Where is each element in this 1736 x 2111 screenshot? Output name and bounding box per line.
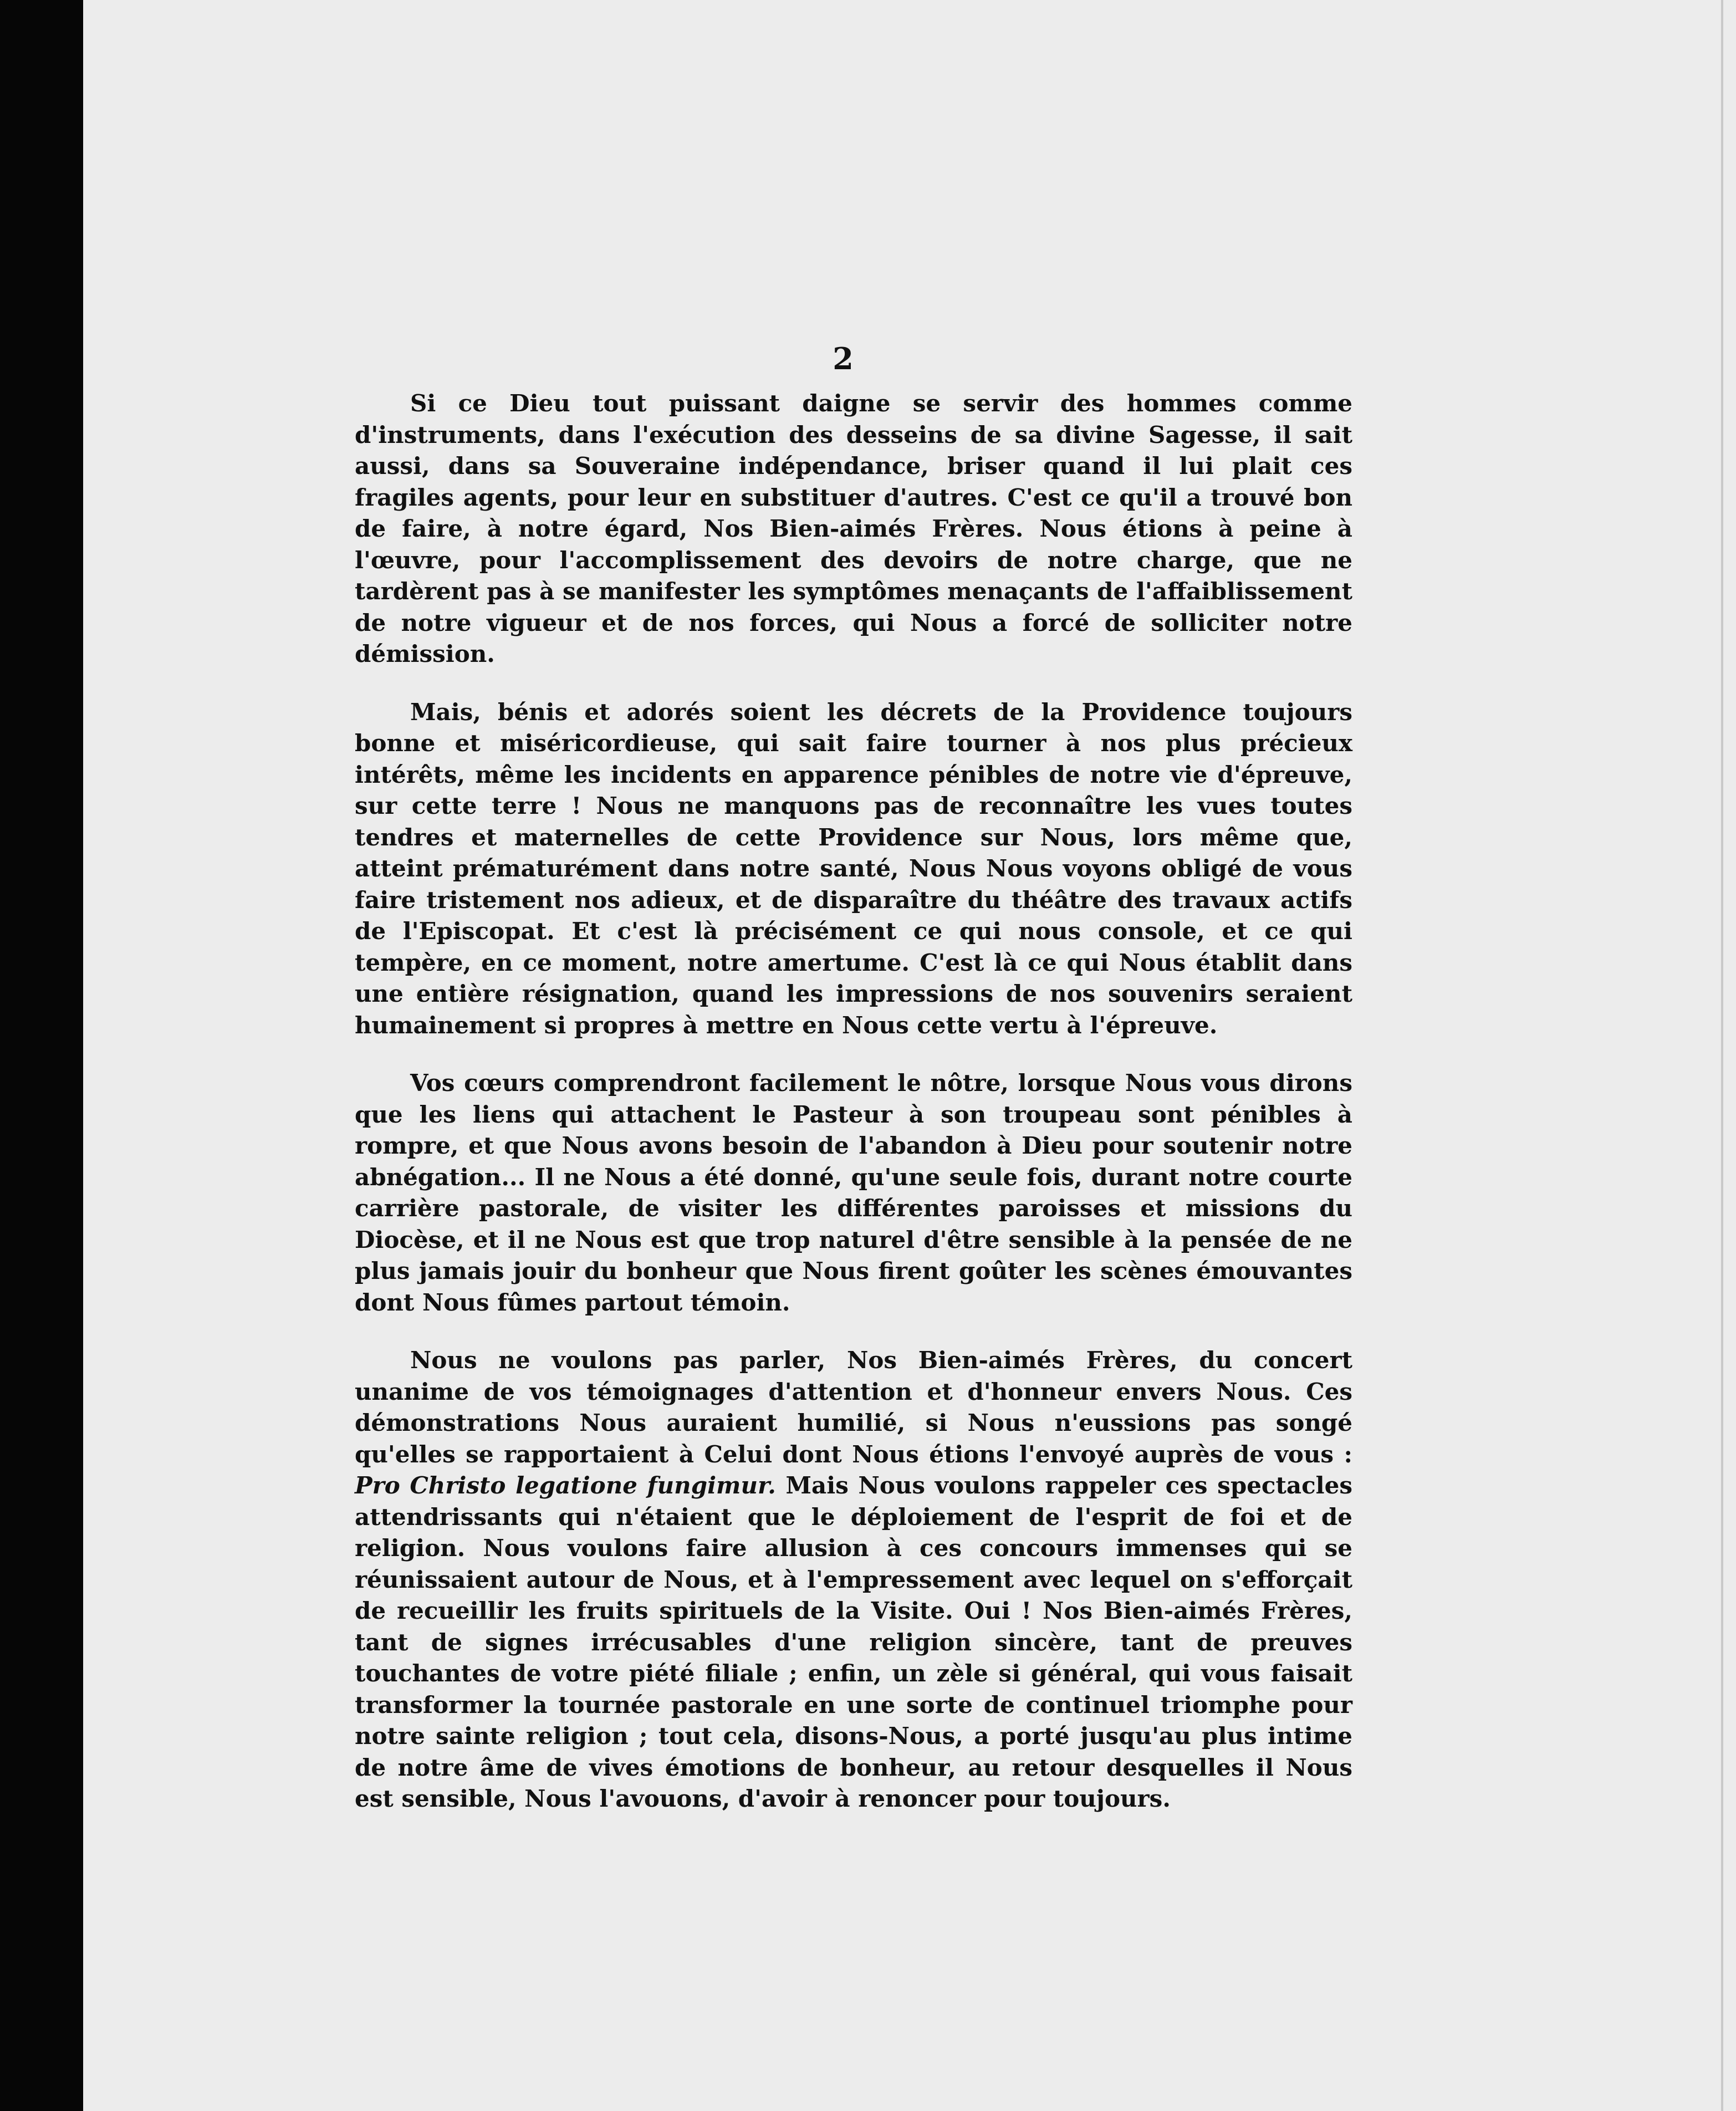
paragraph-4-text-start: Nous ne voulons pas parler, Nos Bien-aimés Frères, du concert unanime de vos témoignages d'attention et d'honneur envers Nous. Ces démonstrations Nous auraient humilié, si Nous n'eussions pas songé qu'elles se rapportaient à Celui dont Nous étions l'envoyé auprès de vous : [355, 1347, 1352, 1468]
paragraph-3: Vos cœurs comprendront facilement le nôtre, lorsque Nous vous dirons que les liens qui attachent le Pasteur à son troupeau sont pénibles à rompre, et que Nous avons besoin de l'abandon à Dieu pour soutenir notre abnégation... Il ne Nous a été donné, qu'une seule fois, durant notre courte carrière pastorale, de visiter les différentes paroisses et missions du Diocèse, et il ne Nous est que trop naturel d'être sensible à la pensée de ne plus jamais jouir du bonheur que Nous firent goûter les scènes émouvantes dont Nous fûmes partout témoin. [355, 1069, 1352, 1316]
paragraph-1: Si ce Dieu tout puissant daigne se servir des hommes comme d'instruments, dans l'exécution des desseins de sa divine Sagesse, il sait aussi, dans sa Souveraine indépendance, briser quand il lui plait ces fragiles agents, pour leur en substituer d'autres. C'est ce qu'il a trouvé bon de faire, à notre égard, Nos Bien-aimés Frères. Nous étions à peine à l'œuvre, pour l'accomplissement des devoirs de notre charge, que ne tardèrent pas à se manifester les symptômes menaçants de l'affaiblissement de notre vigueur et de nos forces, qui Nous a forcé de solliciter notre démission. [355, 390, 1352, 667]
paragraph-2: Mais, bénis et adorés soient les décrets de la Providence toujours bonne et miséricordieuse, qui sait faire tourner à nos plus précieux intérêts, même les incidents en apparence pénibles de notre vie d'épreuve, sur cette terre ! Nous ne manquons pas de reconnaître les vues toutes tendres et maternelles de cette Providence sur Nous, lors même que, atteint prématurément dans notre santé, Nous Nous voyons obligé de vous faire tristement nos adieux, et de disparaître du théâtre des travaux actifs de l'Episcopat. Et c'est là précisément ce qui nous console, et ce qui tempère, en ce moment, notre amertume. C'est là ce qui Nous établit dans une entière résignation, quand les impressions de nos souvenirs seraient humainement si propres à mettre en Nous cette vertu à l'épreuve. [355, 698, 1352, 1039]
microfilm-border [0, 0, 83, 2111]
paragraph-4 [355, 1345, 1352, 1815]
latin-quotation: Pro Christo legatione fungimur. [355, 1472, 776, 1499]
paragraph-4-text-end: Mais Nous voulons rappeler ces spectacles attendrissants qui n'étaient que le déploiement de l'esprit de foi et de religion. Nous voulons faire allusion à ces concours immenses qui se réunissaient autour de Nous, et à l'empressement avec lequel on s'efforçait de recueillir les fruits spirituels de la Visite. Oui ! Nos Bien-aimés Frères, tant de signes irrécusables d'une religion sincère, tant de preuves touchantes de votre piété filiale ; enfin, un zèle si général, qui vous faisait transformer la tournée pastorale en une sorte de continuel triomphe pour notre sainte religion ; tout cela, disons-Nous, a porté jusqu'au plus intime de notre âme de vives émotions de bonheur, au retour desquelles il Nous est sensible, Nous l'avouons, d'avoir à renoncer pour toujours. [355, 1472, 1353, 1812]
paper-edge-line [1721, 0, 1723, 2111]
page-number: 2 [833, 341, 854, 376]
letter-body [355, 388, 1352, 1815]
